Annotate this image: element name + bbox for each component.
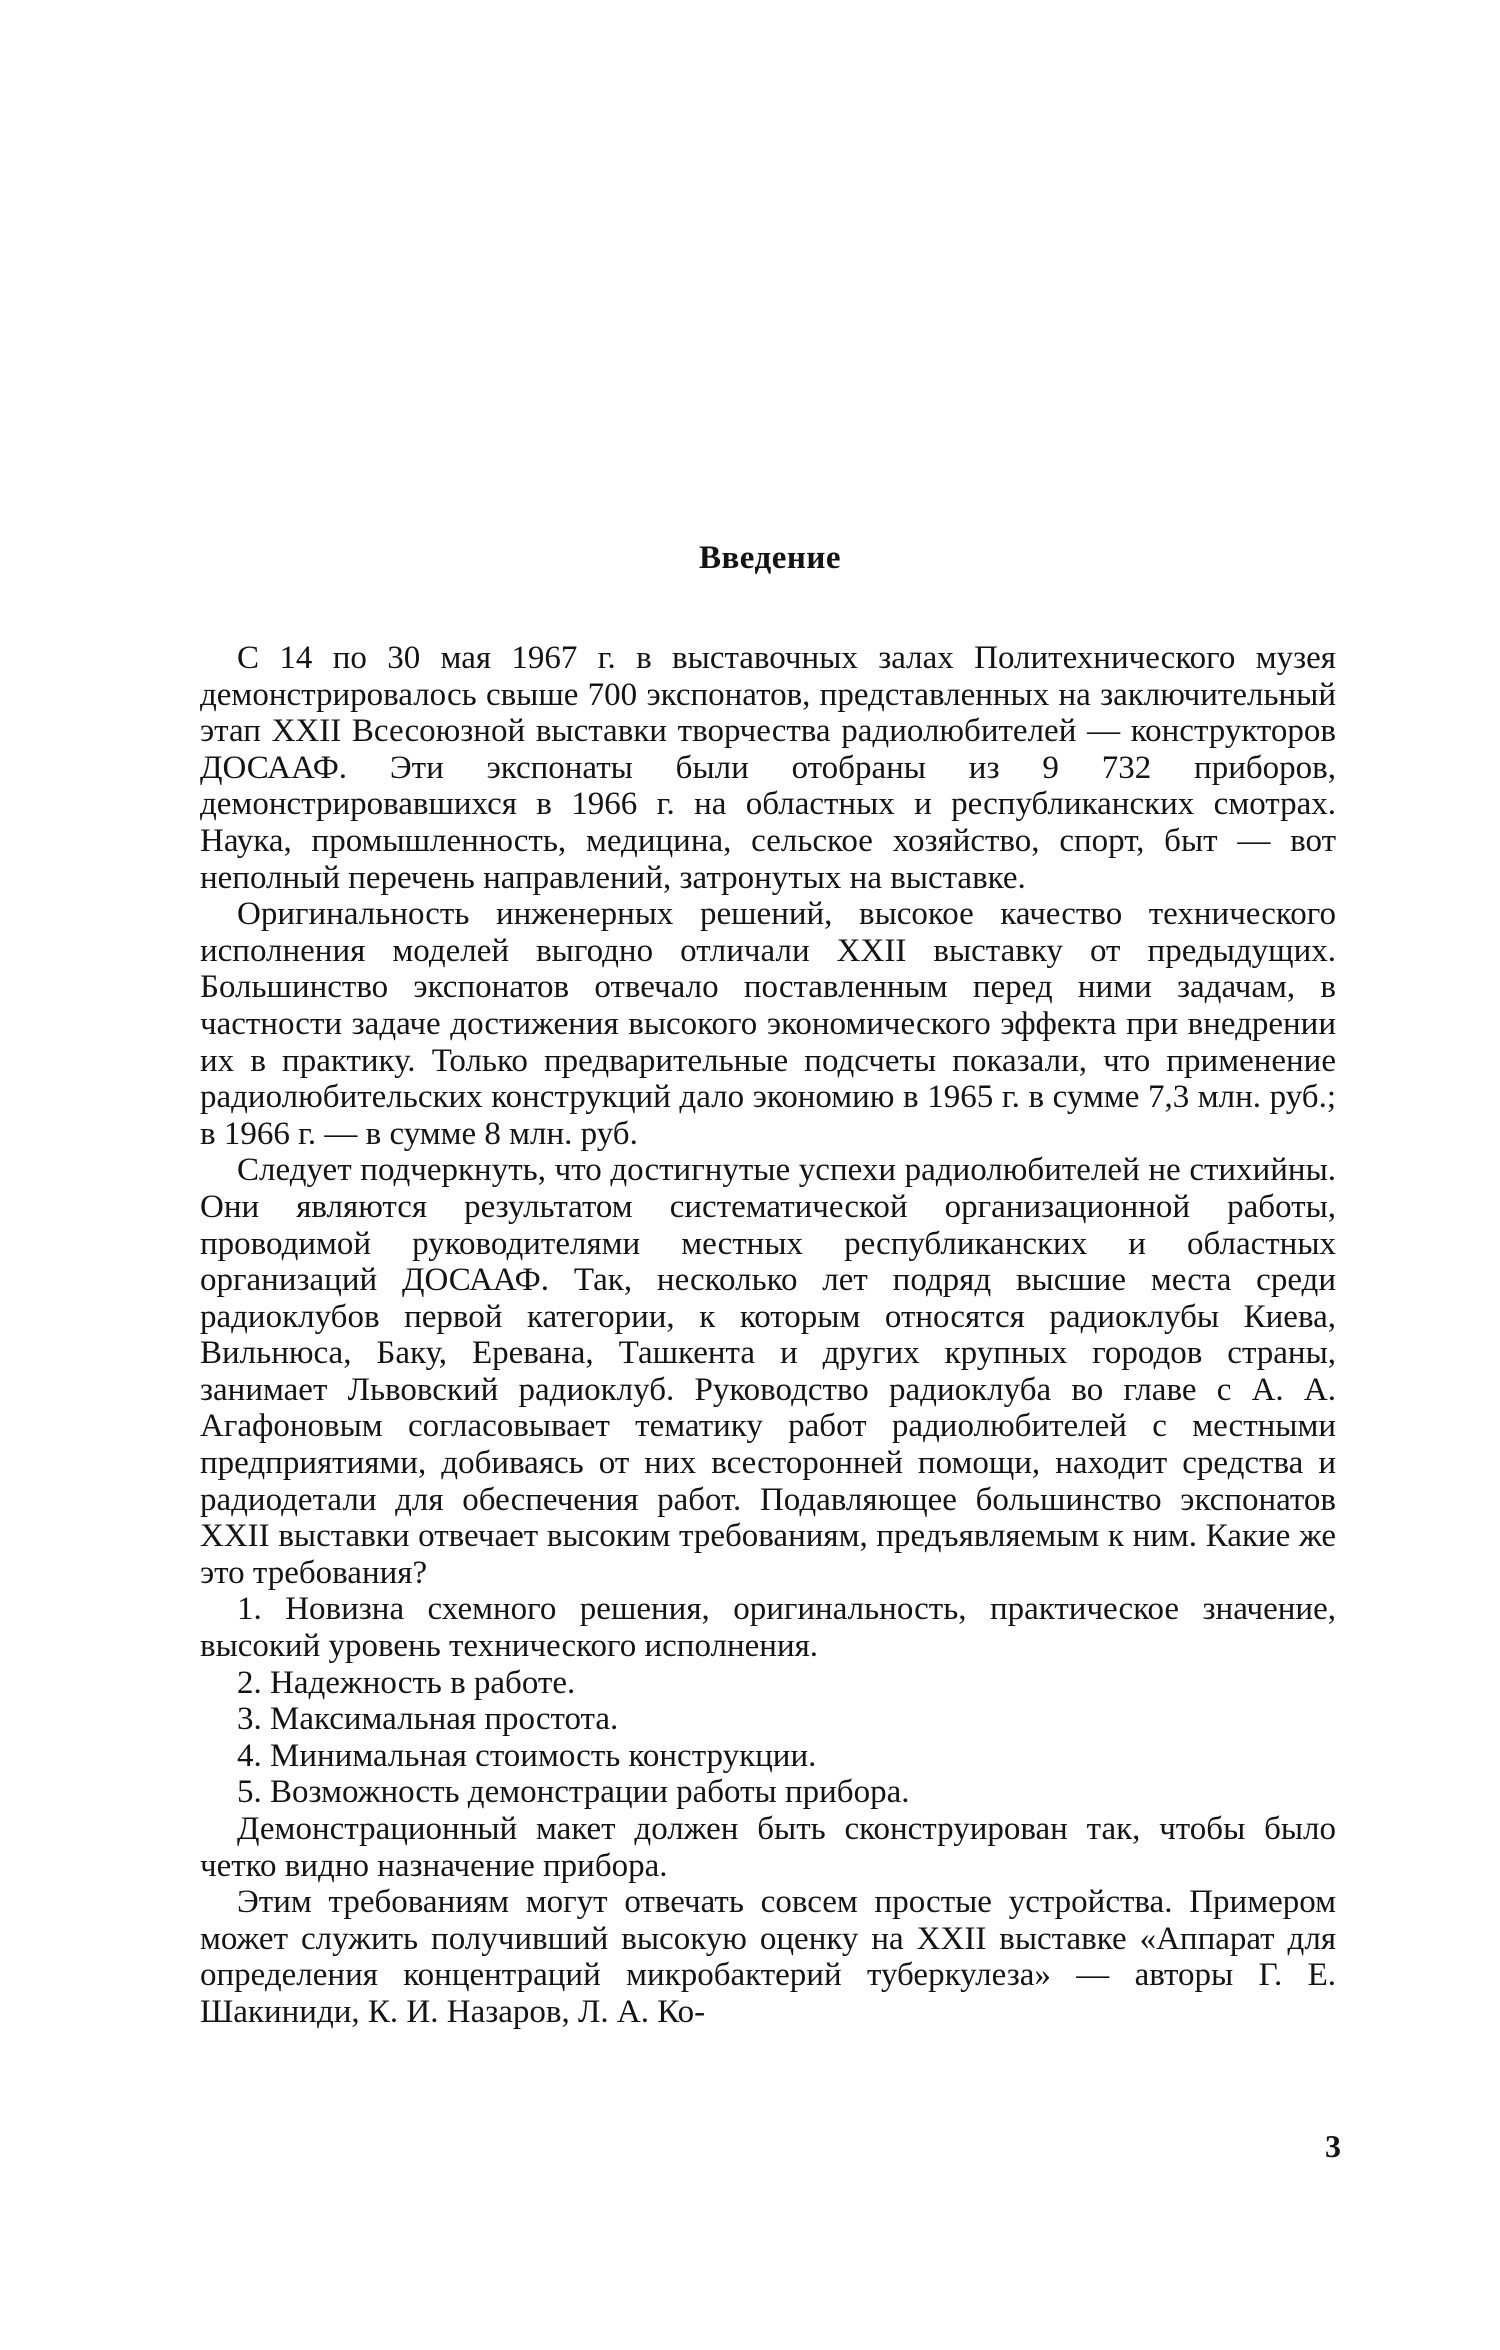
requirement-item: 4. Минимальная стоимость конструкции. [237, 1737, 817, 1774]
page-number: 3 [1325, 2128, 1341, 2164]
paragraph: С 14 по 30 мая 1967 г. в выставочных залах Политехнического музея демонстрировалось свыше 700 экспонатов, представленных на заключительный этап XXII Всесоюзной выставки творчества радиолюбителей — конструкторов ДОСААФ. Эти экспонаты были отобраны из 9 732 приборов, демонстрировавшихся в 1966 г. на областных и республиканских смотрах. Наука, промышленность, медицина, сельское хозяйство, спорт, быт — вот неполный перечень направлений, затронутых на выставке. [200, 640, 1336, 896]
paragraph: Оригинальность инженерных решений, высокое качество технического исполнения моделей выгодно отличали XXII выставку от предыдущих. Большинство экспонатов отвечало поставленным перед ними задачам, в частности задаче достижения высокого экономического эффекта при внедрении их в практику. Только предварительные подсчеты показали, что применение радиолюбительских конструкций дало экономию в 1965 г. в сумме 7,3 млн. руб.; в 1966 г. — в сумме 8 млн. руб. [200, 896, 1336, 1152]
requirement-item: 2. Надежность в работе. [237, 1664, 576, 1701]
paragraph: Демонстрационный макет должен быть сконструирован так, чтобы было четко видно назначение прибора. [200, 1811, 1336, 1884]
requirement-item: 3. Максимальная простота. [237, 1701, 619, 1738]
body-text [200, 640, 1336, 2031]
page-title: Введение [698, 540, 842, 576]
paragraph: Этим требованиям могут отвечать совсем простые устройства. Примером может служить получивший высокую оценку на XXII выставке «Аппарат для определения концентраций микробактерий туберкулеза» — авторы Г. Е. Шакиниди, К. И. Назаров, Л. А. Ко- [200, 1884, 1336, 2030]
paragraph: Следует подчеркнуть, что достигнутые успехи радиолюбителей не стихийны. Они являются результатом систематической организационной работы, проводимой руководителями местных республиканских и областных организаций ДОСААФ. Так, несколько лет подряд высшие места среди радиоклубов первой категории, к которым относятся радиоклубы Киева, Вильнюса, Баку, Еревана, Ташкента и других крупных городов страны, занимает Львовский радиоклуб. Руководство радиоклуба во главе с А. А. Агафоновым согласовывает тематику работ радиолюбителей с местными предприятиями, добиваясь от них всесторонней помощи, находит средства и радиодетали для обеспечения работ. Подавляющее большинство экспонатов XXII выставки отвечает высоким требованиям, предъявляемым к ним. Какие же это требования? [200, 1152, 1336, 1591]
requirement-item: 5. Возможность демонстрации работы прибора. [237, 1774, 910, 1811]
requirement-item: 1. Новизна схемного решения, оригинальность, практическое значение, высокий уровень технического исполнения. [200, 1591, 1336, 1665]
